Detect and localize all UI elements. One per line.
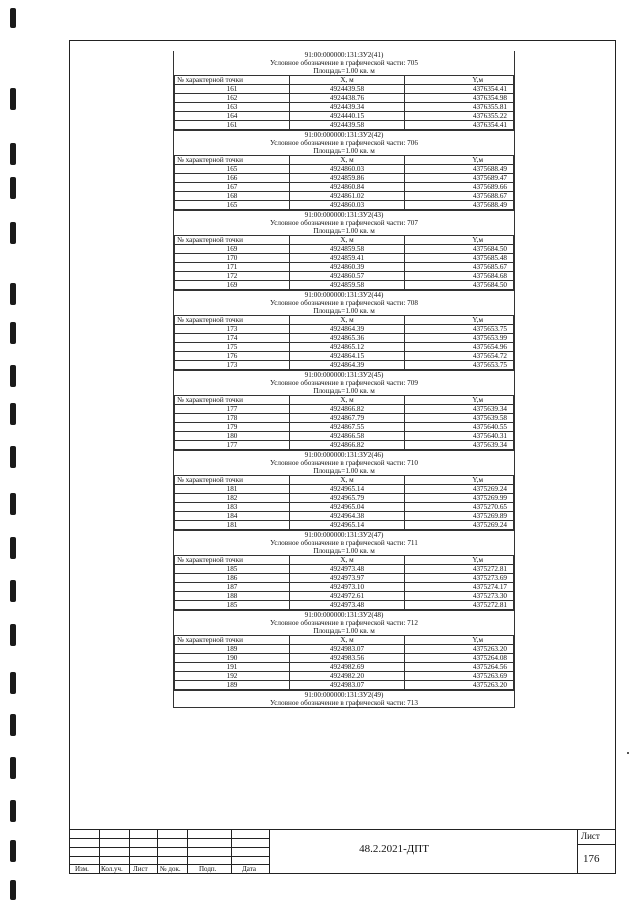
point-number: 189 [175,645,290,654]
y-coordinate: 4375263.20 [405,681,514,690]
coordinates-table [174,635,514,690]
table-row [175,263,514,272]
parcel-header [174,451,514,475]
x-coordinate: 4924973.97 [290,574,405,583]
x-coordinate: 4924860.84 [290,183,405,192]
point-number: 174 [175,334,290,343]
point-number: 169 [175,281,290,290]
point-number: 164 [175,112,290,121]
table-row [175,85,514,94]
table-row [175,174,514,183]
parcel-id: 91:00:000000:131:ЗУ2(42) [304,131,384,139]
parcel-header [174,211,514,235]
parcel-id: 91:00:000000:131:ЗУ2(49) [304,691,384,699]
table-row [175,441,514,450]
coordinates-table [174,395,514,450]
x-coordinate: 4924439.58 [290,85,405,94]
table-header-row [175,76,514,85]
parcel-legend: Условное обозначение в графической части: 709 [270,379,418,387]
column-header-y: Y,м [405,156,514,165]
title-block [69,829,616,874]
sheet-label: Лист [581,831,600,841]
x-coordinate: 4924859.58 [290,281,405,290]
column-header-point: № характерной точки [175,556,290,565]
x-coordinate: 4924439.58 [290,121,405,130]
table-row [175,663,514,672]
x-coordinate: 4924964.38 [290,512,405,521]
parcel-id: 91:00:000000:131:ЗУ2(48) [304,611,384,619]
x-coordinate: 4924861.02 [290,192,405,201]
y-coordinate: 4375688.49 [405,201,514,210]
parcel-area: Площадь=1.00 кв. м [313,227,375,235]
table-row [175,503,514,512]
table-row [175,361,514,370]
point-number: 161 [175,85,290,94]
parcel-header [174,131,514,155]
point-number: 179 [175,423,290,432]
x-coordinate: 4924982.69 [290,663,405,672]
column-header-x: X, м [290,636,405,645]
x-coordinate: 4924440.15 [290,112,405,121]
table-row [175,423,514,432]
y-coordinate: 4375653.99 [405,334,514,343]
point-number: 185 [175,601,290,610]
table-row [175,601,514,610]
parcel-id: 91:00:000000:131:ЗУ2(43) [304,211,384,219]
parcel-legend: Условное обозначение в графической части: 711 [270,539,418,547]
point-number: 167 [175,183,290,192]
table-row [175,645,514,654]
parcel-area: Площадь=1.00 кв. м [313,387,375,395]
column-header-x: X, м [290,476,405,485]
parcel-area: Площадь=1.00 кв. м [313,467,375,475]
x-coordinate: 4924982.20 [290,672,405,681]
point-number: 173 [175,325,290,334]
table-row [175,183,514,192]
parcel-header [174,51,514,75]
x-coordinate: 4924972.61 [290,592,405,601]
x-coordinate: 4924439.34 [290,103,405,112]
parcel-block [173,51,515,131]
x-coordinate: 4924866.58 [290,432,405,441]
table-row [175,681,514,690]
y-coordinate: 4375263.69 [405,672,514,681]
column-header-point: № характерной точки [175,236,290,245]
point-number: 189 [175,681,290,690]
coordinates-table [174,75,514,130]
y-coordinate: 4375639.34 [405,441,514,450]
x-coordinate: 4924965.79 [290,494,405,503]
parcel-block [173,611,515,691]
parcel-block-partial [173,691,515,708]
y-coordinate: 4375269.24 [405,485,514,494]
table-row [175,325,514,334]
parcel-legend: Условное обозначение в графической части: 712 [270,619,418,627]
stamp-label-change: Изм. [75,865,89,873]
y-coordinate: 4375685.48 [405,254,514,263]
y-coordinate: 4375273.30 [405,592,514,601]
parcel-id: 91:00:000000:131:ЗУ2(41) [304,51,384,59]
stamp-label-count: Кол.уч. [101,865,123,873]
point-number: 184 [175,512,290,521]
x-coordinate: 4924438.76 [290,94,405,103]
table-row [175,485,514,494]
document-code: 48.2.2021-ДПТ [359,843,429,855]
parcel-block [173,371,515,451]
x-coordinate: 4924864.39 [290,325,405,334]
coordinates-table [174,555,514,610]
y-coordinate: 4375274.17 [405,583,514,592]
parcel-header [174,291,514,315]
column-header-point: № характерной точки [175,156,290,165]
parcel-id: 91:00:000000:131:ЗУ2(45) [304,371,384,379]
table-row [175,192,514,201]
y-coordinate: 4375688.67 [405,192,514,201]
x-coordinate: 4924864.15 [290,352,405,361]
table-row [175,565,514,574]
point-number: 180 [175,432,290,441]
y-coordinate: 4375684.68 [405,272,514,281]
x-coordinate: 4924983.56 [290,654,405,663]
x-coordinate: 4924860.03 [290,201,405,210]
column-header-point: № характерной точки [175,476,290,485]
column-header-x: X, м [290,556,405,565]
table-row [175,592,514,601]
parcel-legend: Условное обозначение в графической части: 710 [270,459,418,467]
point-number: 183 [175,503,290,512]
parcel-id: 91:00:000000:131:ЗУ2(47) [304,531,384,539]
point-number: 181 [175,521,290,530]
table-row [175,94,514,103]
stamp-label-sign: Подп. [199,865,217,873]
table-row [175,574,514,583]
y-coordinate: 4375653.75 [405,325,514,334]
x-coordinate: 4924973.48 [290,565,405,574]
y-coordinate: 4375272.81 [405,565,514,574]
column-header-y: Y,м [405,636,514,645]
y-coordinate: 4375264.56 [405,663,514,672]
column-header-x: X, м [290,156,405,165]
x-coordinate: 4924860.03 [290,165,405,174]
y-coordinate: 4375684.50 [405,245,514,254]
table-row [175,343,514,352]
y-coordinate: 4376354.41 [405,85,514,94]
y-coordinate: 4375654.72 [405,352,514,361]
point-number: 165 [175,201,290,210]
point-number: 187 [175,583,290,592]
parcel-block [173,531,515,611]
x-coordinate: 4924859.58 [290,245,405,254]
x-coordinate: 4924983.07 [290,645,405,654]
parcel-block [173,451,515,531]
x-coordinate: 4924867.55 [290,423,405,432]
point-number: 172 [175,272,290,281]
column-header-point: № характерной точки [175,316,290,325]
sheet-number: 176 [583,853,600,865]
y-coordinate: 4375684.50 [405,281,514,290]
parcel-header [174,691,514,707]
x-coordinate: 4924860.57 [290,272,405,281]
table-row [175,121,514,130]
table-row [175,201,514,210]
x-coordinate: 4924859.86 [290,174,405,183]
y-coordinate: 4375273.69 [405,574,514,583]
x-coordinate: 4924864.39 [290,361,405,370]
y-coordinate: 4375653.75 [405,361,514,370]
point-number: 181 [175,485,290,494]
x-coordinate: 4924866.82 [290,405,405,414]
y-coordinate: 4375654.96 [405,343,514,352]
y-coordinate: 4376354.98 [405,94,514,103]
parcel-area: Площадь=1.00 кв. м [313,67,375,75]
parcel-header [174,531,514,555]
parcel-header [174,371,514,395]
point-number: 163 [175,103,290,112]
table-header-row [175,156,514,165]
table-row [175,654,514,663]
column-header-y: Y,м [405,556,514,565]
table-row [175,272,514,281]
parcel-legend: Условное обозначение в графической части: 705 [270,59,418,67]
point-number: 185 [175,565,290,574]
point-number: 190 [175,654,290,663]
parcel-header [174,611,514,635]
stamp-label-sheet: Лист [133,865,148,873]
table-row [175,521,514,530]
y-coordinate: 4375272.81 [405,601,514,610]
point-number: 191 [175,663,290,672]
coordinates-table [174,315,514,370]
column-header-y: Y,м [405,76,514,85]
table-row [175,672,514,681]
y-coordinate: 4375264.08 [405,654,514,663]
x-coordinate: 4924965.04 [290,503,405,512]
y-coordinate: 4375269.89 [405,512,514,521]
column-header-x: X, м [290,316,405,325]
point-number: 177 [175,405,290,414]
x-coordinate: 4924965.14 [290,485,405,494]
y-coordinate: 4375639.34 [405,405,514,414]
table-row [175,432,514,441]
point-number: 192 [175,672,290,681]
x-coordinate: 4924859.41 [290,254,405,263]
x-coordinate: 4924983.07 [290,681,405,690]
table-row [175,414,514,423]
column-header-y: Y,м [405,316,514,325]
stamp-label-docnum: № док. [160,865,181,873]
stamp-label-date: Дата [242,865,256,873]
y-coordinate: 4375688.49 [405,165,514,174]
table-row [175,254,514,263]
parcel-block [173,291,515,371]
table-row [175,583,514,592]
y-coordinate: 4375269.99 [405,494,514,503]
point-number: 186 [175,574,290,583]
point-number: 182 [175,494,290,503]
table-row [175,494,514,503]
point-number: 168 [175,192,290,201]
table-row [175,281,514,290]
table-header-row [175,396,514,405]
parcel-legend: Условное обозначение в графической части: 713 [270,699,418,707]
point-number: 162 [175,94,290,103]
point-number: 177 [175,441,290,450]
point-number: 171 [175,263,290,272]
y-coordinate: 4375263.20 [405,645,514,654]
x-coordinate: 4924866.82 [290,441,405,450]
column-header-y: Y,м [405,476,514,485]
y-coordinate: 4375689.66 [405,183,514,192]
column-header-y: Y,м [405,236,514,245]
y-coordinate: 4376355.81 [405,103,514,112]
coordinates-table [174,235,514,290]
column-header-point: № характерной точки [175,636,290,645]
table-row [175,352,514,361]
point-number: 173 [175,361,290,370]
parcel-area: Площадь=1.00 кв. м [313,547,375,555]
x-coordinate: 4924965.14 [290,521,405,530]
point-number: 175 [175,343,290,352]
y-coordinate: 4375270.65 [405,503,514,512]
table-header-row [175,556,514,565]
parcel-id: 91:00:000000:131:ЗУ2(44) [304,291,384,299]
table-row [175,512,514,521]
y-coordinate: 4375640.55 [405,423,514,432]
x-coordinate: 4924973.10 [290,583,405,592]
y-coordinate: 4376354.41 [405,121,514,130]
y-coordinate: 4375640.31 [405,432,514,441]
column-header-point: № характерной точки [175,396,290,405]
parcel-area: Площадь=1.00 кв. м [313,147,375,155]
table-row [175,405,514,414]
column-header-x: X, м [290,76,405,85]
point-number: 170 [175,254,290,263]
y-coordinate: 4375639.58 [405,414,514,423]
parcel-area: Площадь=1.00 кв. м [313,627,375,635]
parcel-legend: Условное обозначение в графической части: 708 [270,299,418,307]
x-coordinate: 4924860.39 [290,263,405,272]
coordinates-table [174,475,514,530]
column-header-y: Y,м [405,396,514,405]
parcel-block [173,131,515,211]
column-header-x: X, м [290,396,405,405]
coordinates-table [174,155,514,210]
table-header-row [175,316,514,325]
x-coordinate: 4924865.36 [290,334,405,343]
point-number: 178 [175,414,290,423]
parcel-block [173,211,515,291]
point-number: 165 [175,165,290,174]
table-row [175,245,514,254]
table-header-row [175,236,514,245]
coordinates-list [173,51,515,708]
parcel-area: Площадь=1.00 кв. м [313,307,375,315]
column-header-point: № характерной точки [175,76,290,85]
table-header-row [175,636,514,645]
point-number: 169 [175,245,290,254]
parcel-legend: Условное обозначение в графической части: 706 [270,139,418,147]
table-header-row [175,476,514,485]
x-coordinate: 4924973.48 [290,601,405,610]
point-number: 161 [175,121,290,130]
table-row [175,103,514,112]
y-coordinate: 4375689.47 [405,174,514,183]
point-number: 166 [175,174,290,183]
y-coordinate: 4376355.22 [405,112,514,121]
x-coordinate: 4924867.79 [290,414,405,423]
x-coordinate: 4924865.12 [290,343,405,352]
y-coordinate: 4375685.67 [405,263,514,272]
y-coordinate: 4375269.24 [405,521,514,530]
table-row [175,334,514,343]
parcel-legend: Условное обозначение в графической части: 707 [270,219,418,227]
table-row [175,112,514,121]
scan-dot [627,752,629,754]
parcel-id: 91:00:000000:131:ЗУ2(46) [304,451,384,459]
point-number: 176 [175,352,290,361]
point-number: 188 [175,592,290,601]
table-row [175,165,514,174]
column-header-x: X, м [290,236,405,245]
